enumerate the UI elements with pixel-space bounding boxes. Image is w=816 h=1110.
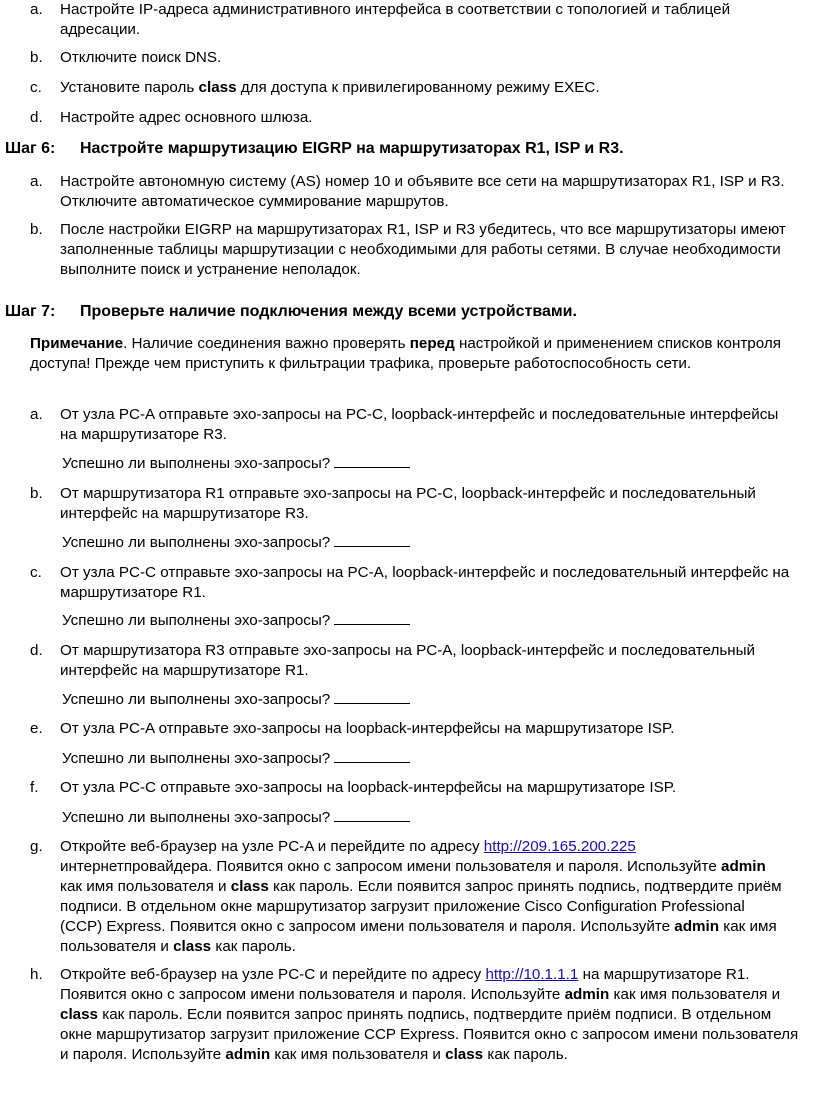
item-text: Настройте IP-адреса административного интерфейса в соответствии с топологией и таблицей адресации. [60,1,731,38]
url-link[interactable]: http://10.1.1.1 [485,966,579,983]
item-text-post: для доступа к привилегированному режиму EXEC. [236,79,600,96]
list-item [0,719,806,739]
item-text: как имя пользователя и [270,1046,446,1063]
item-text-bold: class [60,1006,99,1023]
list-item [0,563,796,603]
item-label: d. [30,642,43,659]
item-text: От маршрутизатора R1 отправьте эхо-запросы на PC-C, loopback-интерфейс и последовательный интерфейс на маршрутизаторе R3. [60,485,756,522]
item-label: a. [30,1,43,18]
question-text: Успешно ли выполнены эхо-запросы? [62,809,331,826]
item-text: как имя пользователя и [60,878,231,895]
item-text: От узла PC-C отправьте эхо-запросы на PC-A, loopback-интерфейс и последовательный интерфейс на маршрутизаторе R1. [60,564,790,601]
item-label: c. [30,79,42,96]
item-label: e. [30,720,43,737]
note-text: . Наличие соединения важно проверять [123,335,410,352]
item-text: как пароль. [211,938,296,955]
answer-blank[interactable] [334,454,410,468]
ping-question [0,808,410,828]
ping-question [0,749,410,769]
list-item [0,220,806,280]
note-label: Примечание [30,335,124,352]
ping-question [0,690,410,710]
answer-blank[interactable] [334,611,410,625]
item-text: После настройки EIGRP на маршрутизаторах R1, ISP и R3 убедитесь, что все маршрутизаторы имеют заполненные таблицы маршрутизации с необходимыми для работы сетями. В случае необходимости выполните поиск и устранение неполадок. [60,221,786,278]
item-text: Настройте адрес основного шлюза. [60,109,313,126]
list-item [0,48,806,68]
item-text: От узла PC-A отправьте эхо-запросы на loopback-интерфейсы на маршрутизаторе ISP. [60,720,675,737]
item-text: как пароль. [483,1046,568,1063]
item-text-bold: class [445,1046,484,1063]
url-link[interactable]: http://209.165.200.225 [483,838,636,855]
item-label: b. [30,49,43,66]
item-text: Отключите поиск DNS. [60,49,222,66]
list-item [0,172,796,212]
item-text-bold: admin [721,858,766,875]
list-item [0,108,806,128]
item-label: g. [30,838,43,855]
list-item [0,778,806,798]
item-text-bold: class [173,938,212,955]
item-text: От узла PC-A отправьте эхо-запросы на PC-C, loopback-интерфейс и последовательные интерфейсы на маршрутизаторе R3. [60,406,779,443]
item-text-bold: class [198,79,237,96]
item-text: Откройте веб-браузер на узле PC-A и перейдите по адресу [60,838,484,855]
item-label: c. [30,564,42,581]
item-text-bold: admin [225,1046,271,1063]
item-text: как имя пользователя и [609,986,781,1003]
item-text: как пароль. Если появится запрос принять подпись, подтвердите приём подписи. В отдельном окне маршрутизатор загрузит приложение CCP Express. Появится окно с запросом имени пользователя и пароля. Используйте [60,1006,799,1063]
list-item [0,405,796,445]
list-item [0,837,786,957]
item-text-bold: admin [674,918,720,935]
step-6-heading [0,139,816,159]
step-title: Проверьте наличие подключения между всеми устройствами. [80,303,577,320]
step-7-heading [0,302,816,322]
item-text-bold: class [230,878,269,895]
step-title: Настройте маршрутизацию EIGRP на маршрутизаторах R1, ISP и R3. [80,140,624,157]
item-text: Настройте автономную систему (AS) номер 10 и объявите все сети на маршрутизаторах R1, ISP и R3. Отключите автоматическое суммирование маршрутов. [60,173,785,210]
item-label: f. [30,779,39,796]
item-text: на маршрутизаторе R1. Появится окно с запросом имени пользователя и пароля. Используйте [60,966,750,1003]
question-text: Успешно ли выполнены эхо-запросы? [62,612,331,629]
item-text-bold: admin [564,986,610,1003]
note-paragraph [0,334,790,374]
list-item [0,484,796,524]
item-label: b. [30,485,43,502]
note-bold: перед [409,335,455,352]
item-label: b. [30,221,43,238]
item-text: От узла PC-C отправьте эхо-запросы на loopback-интерфейсы на маршрутизаторе ISP. [60,779,677,796]
answer-blank[interactable] [334,690,410,704]
list-item [0,78,806,98]
item-text: как имя пользователя и [60,918,777,955]
item-text-pre: Установите пароль [60,79,199,96]
question-text: Успешно ли выполнены эхо-запросы? [62,691,331,708]
answer-blank[interactable] [334,808,410,822]
ping-question [0,533,410,553]
item-text: Откройте веб-браузер на узле PC-C и перейдите по адресу [60,966,486,983]
item-label: h. [30,966,43,983]
item-label: d. [30,109,43,126]
answer-blank[interactable] [334,533,410,547]
question-text: Успешно ли выполнены эхо-запросы? [62,534,331,551]
list-item [0,0,806,40]
note-text: настройкой и применением списков контроля доступа! Прежде чем приступить к фильтрации трафика, проверьте работоспособность сети. [30,335,781,372]
list-item [0,965,806,1065]
ping-question [0,611,410,631]
item-label: a. [30,406,43,423]
question-text: Успешно ли выполнены эхо-запросы? [62,750,331,767]
list-item [0,641,796,681]
ping-question [0,454,410,474]
step-number: Шаг 7: [5,303,56,320]
item-label: a. [30,173,43,190]
item-text: От маршрутизатора R3 отправьте эхо-запросы на PC-A, loopback-интерфейс и последовательный интерфейс на маршрутизаторе R1. [60,642,756,679]
item-text: интернетпровайдера. Появится окно с запросом имени пользователя и пароля. Используйте [60,858,721,875]
item-text: как пароль. Если появится запрос принять подпись, подтвердите приём подписи. В отдельном окне маршрутизатор загрузит приложение Cisco Configuration Professional (CCP) Express. Появится окно с запросом имени пользователя и пароля. Используйте [60,878,782,935]
answer-blank[interactable] [334,749,410,763]
question-text: Успешно ли выполнены эхо-запросы? [62,455,331,472]
step-number: Шаг 6: [5,140,56,157]
